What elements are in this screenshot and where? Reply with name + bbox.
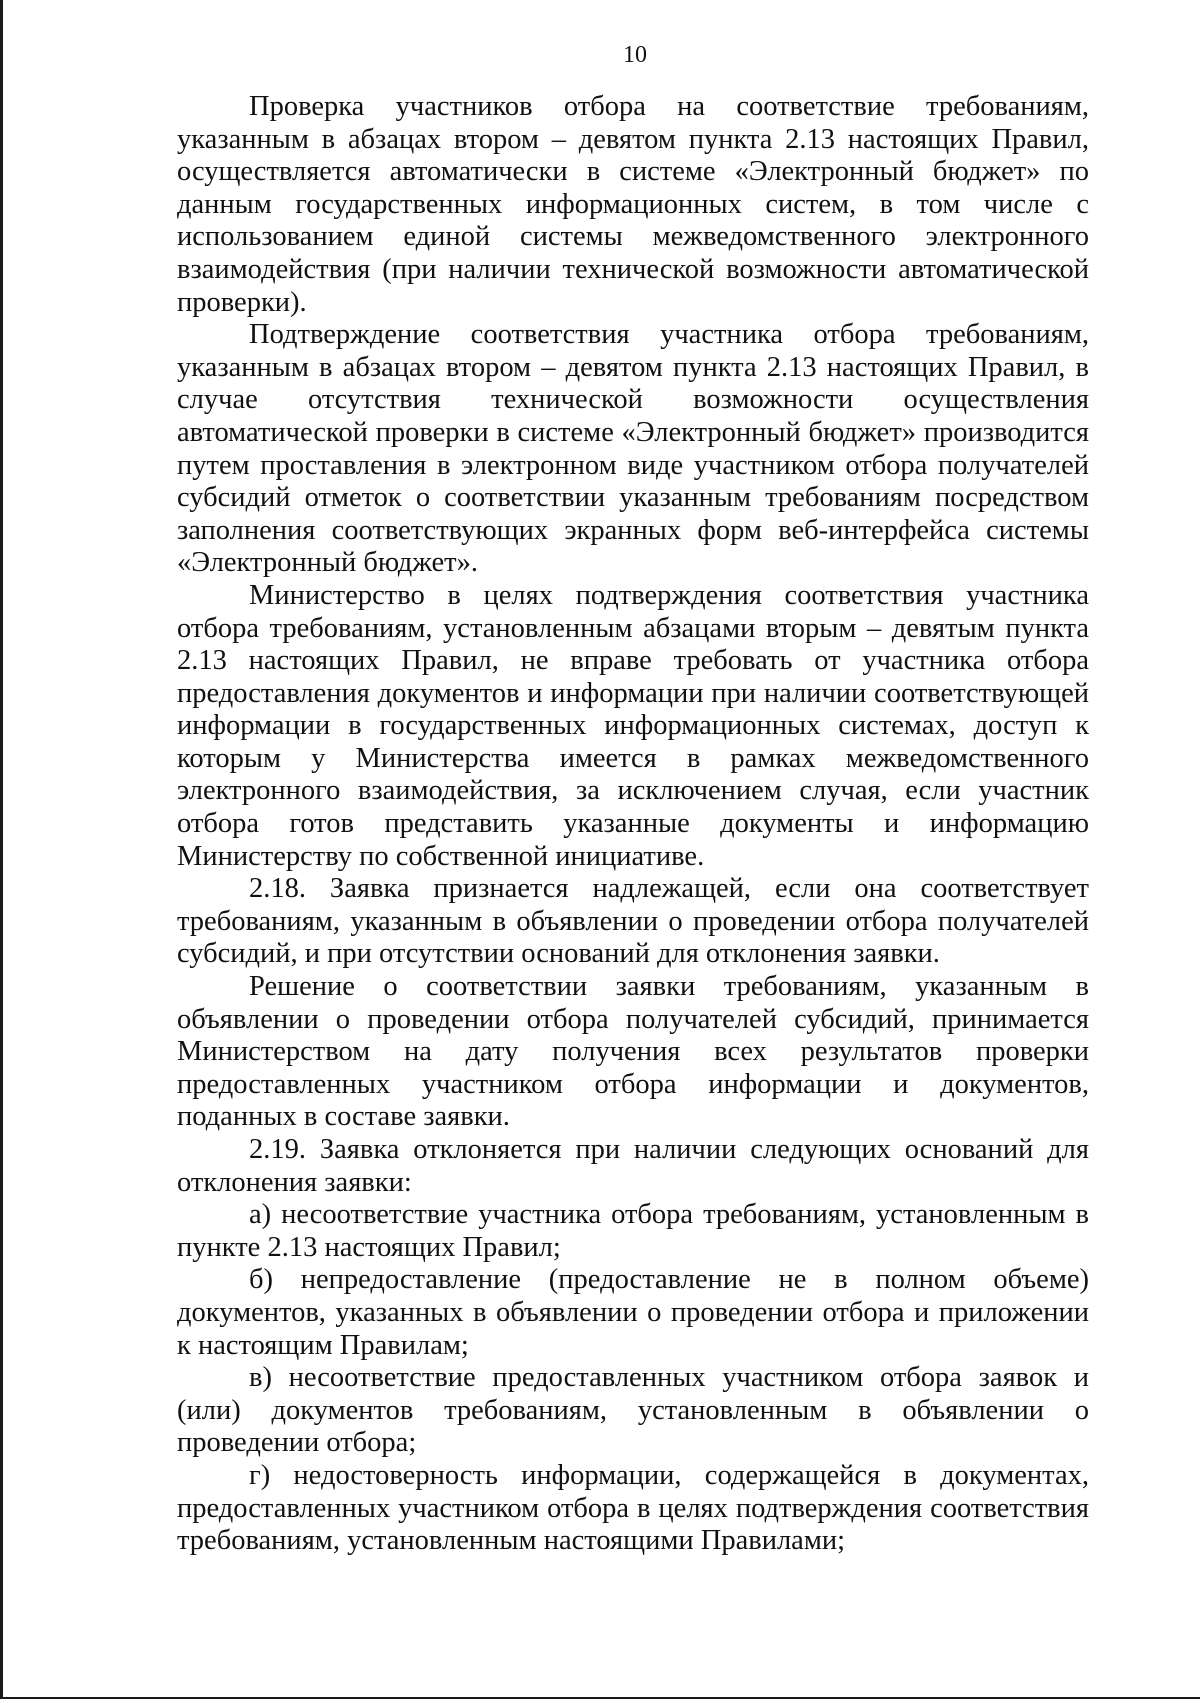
paragraph-compliance-decision: Решение о соответствии заявки требованиям, указанным в объявлении о проведении отбора получателей субсидий, принимается Министерством на дату получения всех результатов проверки предоставленных участником отбора информации и документов, поданных в составе заявки. bbox=[177, 971, 1089, 1133]
paragraph-manual-confirmation: Подтверждение соответствия участника отбора требованиям, указанным в абзацах втором – девятом пункта 2.13 настоящих Правил, в случае отсутствия технической возможности осуществления автоматической проверки в системе «Электронный бюджет» производится путем проставления в электронном виде участником отбора получателей субсидий отметок о соответствии указанным требованиям посредством заполнения соответствующих экранных форм веб-интерфейса системы «Электронный бюджет». bbox=[177, 319, 1089, 579]
list-item-b: б) непредоставление (предоставление не в полном объеме) документов, указанных в объявлении о проведении отбора и приложении к настоящим Правилам; bbox=[177, 1264, 1089, 1361]
paragraph-automatic-check: Проверка участников отбора на соответствие требованиям, указанным в абзацах втором – девятом пункта 2.13 настоящих Правил, осуществляется автоматически в системе «Электронный бюджет» по данным государственных информационных систем, в том числе с использованием единой системы межведомственного электронного взаимодействия (при наличии технической возможности автоматической проверки). bbox=[177, 91, 1089, 318]
list-item-g: г) недостоверность информации, содержащейся в документах, предоставленных участником отбора в целях подтверждения соответствия требованиям, установленным настоящими Правилами; bbox=[177, 1459, 1089, 1557]
list-item-a: а) несоответствие участника отбора требованиям, установленным в пункте 2.13 настоящих Правил; bbox=[177, 1199, 1089, 1263]
scan-border-left bbox=[0, 0, 3, 1699]
document-body bbox=[177, 91, 1089, 1558]
paragraph-ministry-restrictions: Министерство в целях подтверждения соответствия участника отбора требованиям, установленным абзацами вторым – девятым пункта 2.13 настоящих Правил, не вправе требовать от участника отбора предоставления документов и информации при наличии соответствующей информации в государственных информационных системах, доступ к которым у Министерства имеется в рамках межведомственного электронного взаимодействия, за исключением случая, если участник отбора готов представить указанные документы и информацию Министерству по собственной инициативе. bbox=[177, 579, 1089, 872]
list-item-v: в) несоответствие предоставленных участником отбора заявок и (или) документов требованиям, установленным в объявлении о проведении отбора; bbox=[177, 1362, 1089, 1459]
paragraph-clause-2-18: 2.18. Заявка признается надлежащей, если она соответствует требованиям, указанным в объявлении о проведении отбора получателей субсидий, и при отсутствии оснований для отклонения заявки. bbox=[177, 873, 1089, 970]
paragraph-clause-2-19: 2.19. Заявка отклоняется при наличии следующих оснований для отклонения заявки: bbox=[177, 1134, 1089, 1198]
page-number: 10 bbox=[623, 42, 647, 68]
